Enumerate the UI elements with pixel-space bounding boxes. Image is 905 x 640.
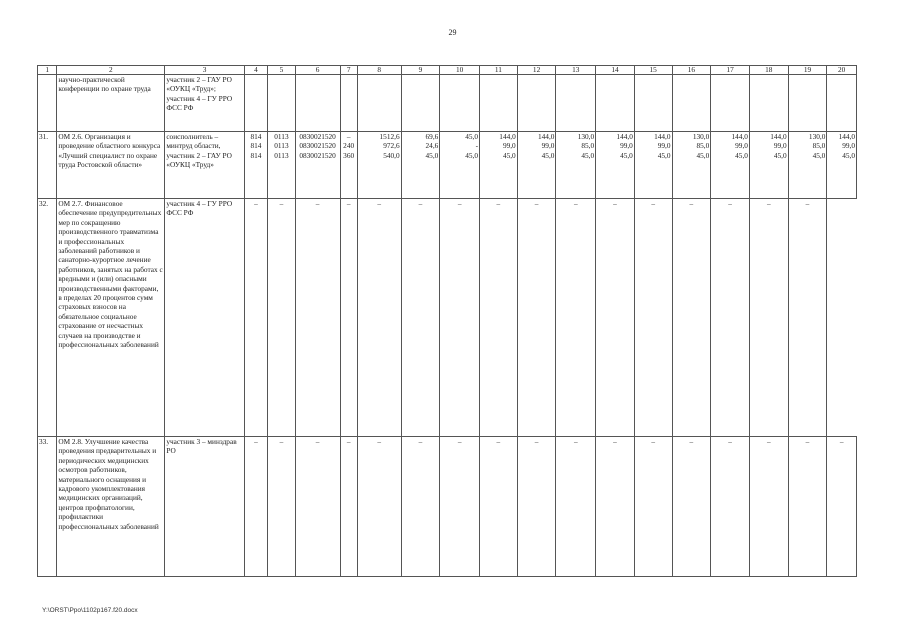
dash-cell: – xyxy=(440,199,480,437)
executor: участник 2 – ГАУ РО «ОУКЦ «Труд»; участник 4 – ГУ РРО ФСС РФ xyxy=(165,75,244,132)
event-name: научно-практической конференции по охране труда xyxy=(57,75,165,132)
dash-cell: – xyxy=(634,199,672,437)
dash-cell: – xyxy=(711,437,750,577)
event-name: ОМ 2.6. Организация и проведение областного конкурса «Лучший специалист по охране труда Ростовской области» xyxy=(57,132,165,199)
row-number xyxy=(38,75,57,132)
dash-cell: – xyxy=(357,437,401,577)
year-cell: 45,0 - 45,0 xyxy=(440,132,480,199)
dash-cell: – xyxy=(244,199,267,437)
page-number: 29 xyxy=(448,28,457,37)
dash-cell: – xyxy=(440,437,480,577)
year-cell: 144,0 99,0 45,0 xyxy=(749,132,788,199)
year-cell: 130,0 85,0 45,0 xyxy=(672,132,711,199)
header-cell: 13 xyxy=(556,66,596,75)
header-row xyxy=(38,66,857,75)
dash-cell: – xyxy=(401,437,440,577)
header-cell: 19 xyxy=(788,66,827,75)
dash-cell: – xyxy=(596,437,635,577)
header-cell: 1 xyxy=(38,66,57,75)
header-cell: 20 xyxy=(827,66,857,75)
year-cell: 144,0 99,0 45,0 xyxy=(596,132,635,199)
header-cell: 8 xyxy=(357,66,401,75)
year-cell: 69,6 24,6 45,0 xyxy=(401,132,440,199)
dash-cell: – xyxy=(788,199,827,437)
year-cell: 144,0 99,0 45,0 xyxy=(480,132,518,199)
table-row xyxy=(38,132,857,199)
budget-table xyxy=(37,65,857,577)
csr-cell: 0830021520 0830021520 0830021520 xyxy=(295,132,340,199)
vr-cell: – 240 360 xyxy=(340,132,357,199)
table-row xyxy=(38,75,857,132)
dash-cell: – xyxy=(244,437,267,577)
header-cell: 2 xyxy=(57,66,165,75)
event-name: ОМ 2.7. Финансовое обеспечение предупредительных мер по сокращению производственного травматизма и профессиональных заболеваний работников и санаторно-курортное лечение работников, занятых на работах с вредными и (или) опасными производственными факторами, в пределах 20 процентов сумм страховых взносов на обязательное социальное страхование от несчастных случаев на производстве и профессиональных заболеваний xyxy=(57,199,165,437)
year-cell: 144,0 99,0 45,0 xyxy=(517,132,556,199)
dash-cell: – xyxy=(295,437,340,577)
dash-cell: – xyxy=(295,199,340,437)
dash-cell: – xyxy=(357,199,401,437)
dash-cell: – xyxy=(711,199,750,437)
year-cell: 144,0 99,0 45,0 xyxy=(827,132,857,199)
executor: участник 4 – ГУ РРО ФСС РФ xyxy=(165,199,244,437)
dash-cell: – xyxy=(268,437,296,577)
dash-cell: – xyxy=(749,199,788,437)
dash-cell: – xyxy=(556,437,596,577)
dash-cell: – xyxy=(480,437,518,577)
header-cell: 12 xyxy=(517,66,556,75)
dash-cell: – xyxy=(634,437,672,577)
header-cell: 7 xyxy=(340,66,357,75)
header-cell: 16 xyxy=(672,66,711,75)
dash-cell: – xyxy=(401,199,440,437)
dash-cell: – xyxy=(517,199,556,437)
executor: участник 3 – минздрав РО xyxy=(165,437,244,577)
table-row xyxy=(38,199,857,437)
row-number: 31. xyxy=(38,132,57,199)
grbs-cell: 814 814 814 xyxy=(244,132,267,199)
executor: соисполнитель – минтруд области, участник 2 – ГАУ РО «ОУКЦ «Труд» xyxy=(165,132,244,199)
year-cell: 130,0 85,0 45,0 xyxy=(788,132,827,199)
year-cell: 130,0 85,0 45,0 xyxy=(556,132,596,199)
header-cell: 11 xyxy=(480,66,518,75)
year-cell: 144,0 99,0 45,0 xyxy=(634,132,672,199)
header-cell: 14 xyxy=(596,66,635,75)
dash-cell: – xyxy=(596,199,635,437)
dash-cell: – xyxy=(672,199,711,437)
event-name: ОМ 2.8. Улучшение качества проведения предварительных и периодических медицинских осмотров работников, материального оснащения и кадрового укомплектования медицинских организаций, центров профпатологии, профилактики профессиональных заболеваний xyxy=(57,437,165,577)
header-cell: 18 xyxy=(749,66,788,75)
header-cell: 3 xyxy=(165,66,244,75)
header-cell: 10 xyxy=(440,66,480,75)
row-number: 32. xyxy=(38,199,57,437)
header-cell: 4 xyxy=(244,66,267,75)
rzpr-cell: 0113 0113 0113 xyxy=(268,132,296,199)
total-cell: 1512,6 972,6 540,0 xyxy=(357,132,401,199)
year-cell: 144,0 99,0 45,0 xyxy=(711,132,750,199)
dash-cell: – xyxy=(556,199,596,437)
file-path-footer: Y:\ORST\Ppo\1102p167.f20.docx xyxy=(42,607,138,614)
dash-cell: – xyxy=(517,437,556,577)
row-number: 33. xyxy=(38,437,57,577)
dash-cell: – xyxy=(749,437,788,577)
header-cell: 6 xyxy=(295,66,340,75)
header-cell: 17 xyxy=(711,66,750,75)
dash-cell: – xyxy=(788,437,827,577)
dash-cell: – xyxy=(340,199,357,437)
table-row xyxy=(38,437,857,577)
dash-cell: – xyxy=(672,437,711,577)
header-cell: 5 xyxy=(268,66,296,75)
header-cell: 15 xyxy=(634,66,672,75)
dash-cell: – xyxy=(340,437,357,577)
dash-cell: – xyxy=(268,199,296,437)
dash-cell: – xyxy=(827,437,857,577)
header-cell: 9 xyxy=(401,66,440,75)
dash-cell: – xyxy=(480,199,518,437)
